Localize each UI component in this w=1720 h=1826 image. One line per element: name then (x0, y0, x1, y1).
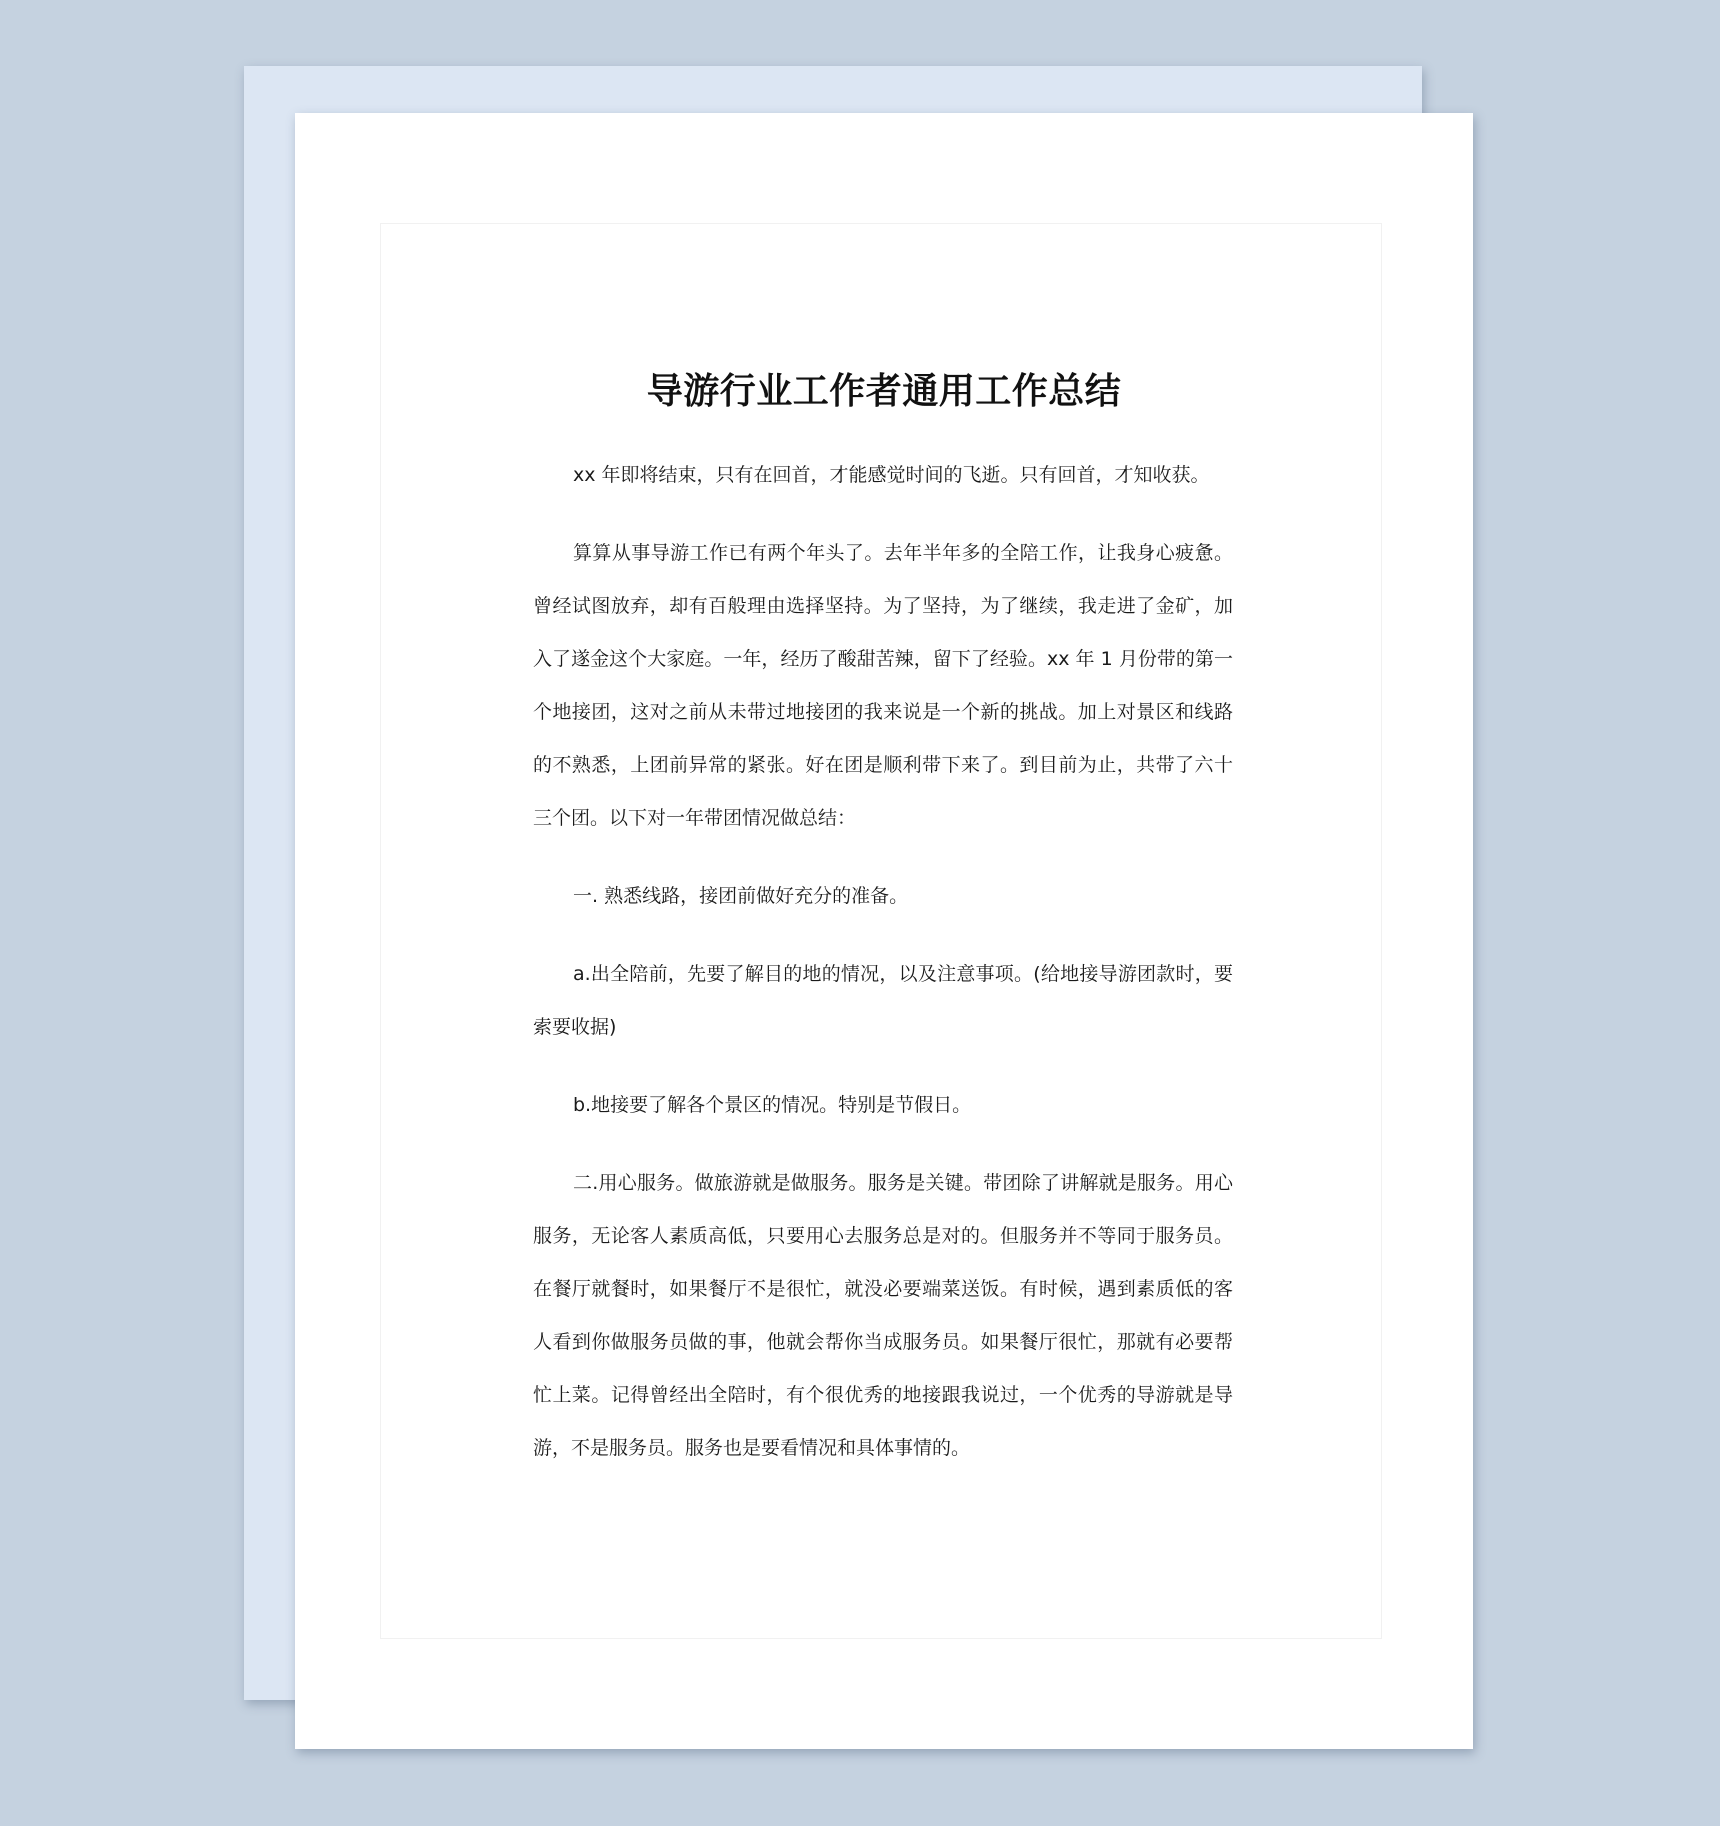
document-body (533, 449, 1233, 1500)
paragraph-intro: xx 年即将结束，只有在回首，才能感觉时间的飞逝。只有回首，才知收获。 (573, 464, 1210, 486)
document-title: 导游行业工作者通用工作总结 (646, 371, 1122, 412)
paragraph-experience: 算算从事导游工作已有两个年头了。去年半年多的全陪工作，让我身心疲惫。曾经试图放弃，却有百般理由选择坚持。为了坚持，为了继续，我走进了金矿，加入了遂金这个大家庭。一年，经历了酸甜苦辣，留下了经验。xx 年 1 月份带的第一个地接团，这对之前从未带过地接团的我来说是一个新的挑战。加上对景区和线路的不熟悉，上团前异常的紧张。好在团是顺利带下来了。到目前为止，共带了六十三个团。以下对一年带团情况做总结： (533, 542, 1233, 829)
paragraph-section-one-heading: 一. 熟悉线路，接团前做好充分的准备。 (573, 885, 909, 907)
paragraph-section-one-item-b: b.地接要了解各个景区的情况。特别是节假日。 (573, 1094, 972, 1116)
paragraph-section-one-item-a: a.出全陪前，先要了解目的地的情况，以及注意事项。(给地接导游团款时，要索要收据) (533, 963, 1233, 1038)
front-page-sheet (295, 113, 1473, 1749)
paragraph-section-two: 二.用心服务。做旅游就是做服务。服务是关键。带团除了讲解就是服务。用心服务，无论客人素质高低，只要用心去服务总是对的。但服务并不等同于服务员。在餐厅就餐时，如果餐厅不是很忙，就没必要端菜送饭。有时候，遇到素质低的客人看到你做服务员做的事，他就会帮你当成服务员。如果餐厅很忙，那就有必要帮忙上菜。记得曾经出全陪时，有个很优秀的地接跟我说过，一个优秀的导游就是导游，不是服务员。服务也是要看情况和具体事情的。 (533, 1172, 1233, 1459)
